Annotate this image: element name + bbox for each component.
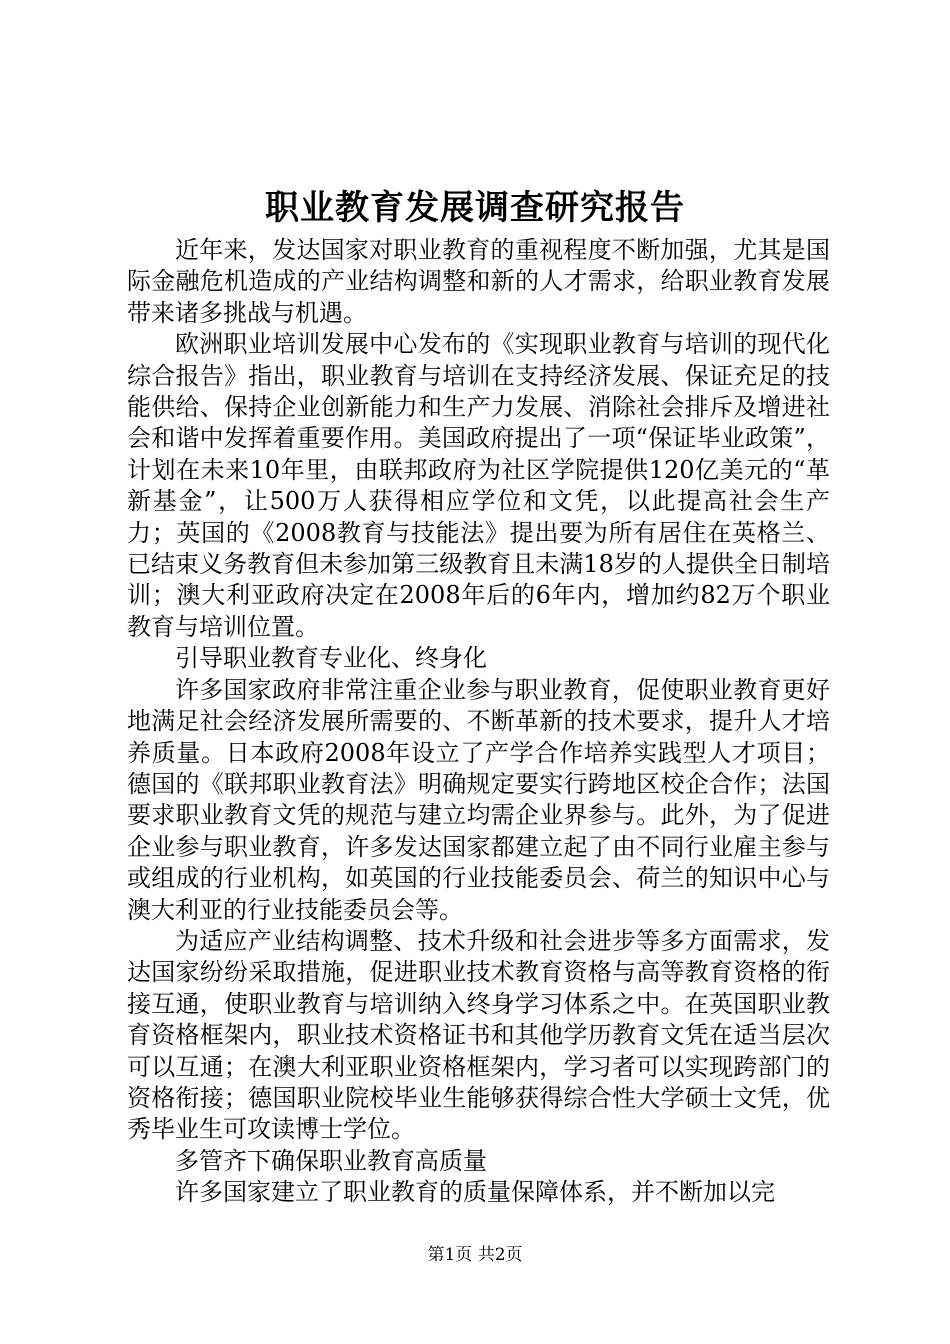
section-heading-quality: 多管齐下确保职业教育高质量 <box>175 1146 487 1175</box>
document-body <box>127 235 830 1209</box>
section-heading-specialization: 引导职业教育专业化、终身化 <box>175 644 487 673</box>
document-title: 职业教育发展调查研究报告 <box>265 188 685 228</box>
paragraph-qualification-linkage: 为适应产业结构调整、技术升级和社会进步等多方面需求，发达国家纷纷采取措施，促进职业技术教育资格与高等教育资格的衔接互通，使职业教育与培训纳入终身学习体系之中。在英国职业教育资格框架内，职业技术资格证书和其他学历教育文凭在适当层次可以互通；在澳大利亚职业资格框架内，学习者可以实现跨部门的资格衔接；德国职业院校毕业生能够获得综合性大学硕士文凭，优秀毕业生可攻读博士学位。 <box>127 926 830 1144</box>
paragraph-enterprise-participation: 许多国家政府非常注重企业参与职业教育，促使职业教育更好地满足社会经济发展所需要的、不断革新的技术要求，提升人才培养质量。日本政府2008年设立了产学合作培养实践型人才项目；德国的《联邦职业教育法》明确规定要实行跨地区校企合作；法国要求职业教育文凭的规范与建立均需企业界参与。此外，为了促进企业参与职业教育，许多发达国家都建立起了由不同行业雇主参与或组成的行业机构，如英国的行业技能委员会、荷兰的知识中心与澳大利亚的行业技能委员会等。 <box>127 675 830 924</box>
paragraph-quality-assurance: 许多国家建立了职业教育的质量保障体系，并不断加以完 <box>175 1178 775 1207</box>
paragraph-international-policies: 欧洲职业培训发展中心发布的《实现职业教育与培训的现代化综合报告》指出，职业教育与培训在支持经济发展、保证充足的技能供给、保持企业创新能力和生产力发展、消除社会排斥及增进社会和谐中发挥着重要作用。美国政府提出了一项“保证毕业政策”，计划在未来10年里，由联邦政府为社区学院提供120亿美元的“革新基金”，让500万人获得相应学位和文凭，以此提高社会生产力；英国的《2008教育与技能法》提出要为所有居住在英格兰、已结束义务教育但未参加第三级教育且未满18岁的人提供全日制培训；澳大利亚政府决定在2008年后的6年内，增加约82万个职业教育与培训位置。 <box>127 330 830 641</box>
paragraph-intro: 近年来，发达国家对职业教育的重视程度不断加强，尤其是国际金融危机造成的产业结构调整和新的人才需求，给职业教育发展带来诸多挑战与机遇。 <box>127 236 830 327</box>
page-number-footer: 第1页 共2页 <box>427 1245 523 1265</box>
